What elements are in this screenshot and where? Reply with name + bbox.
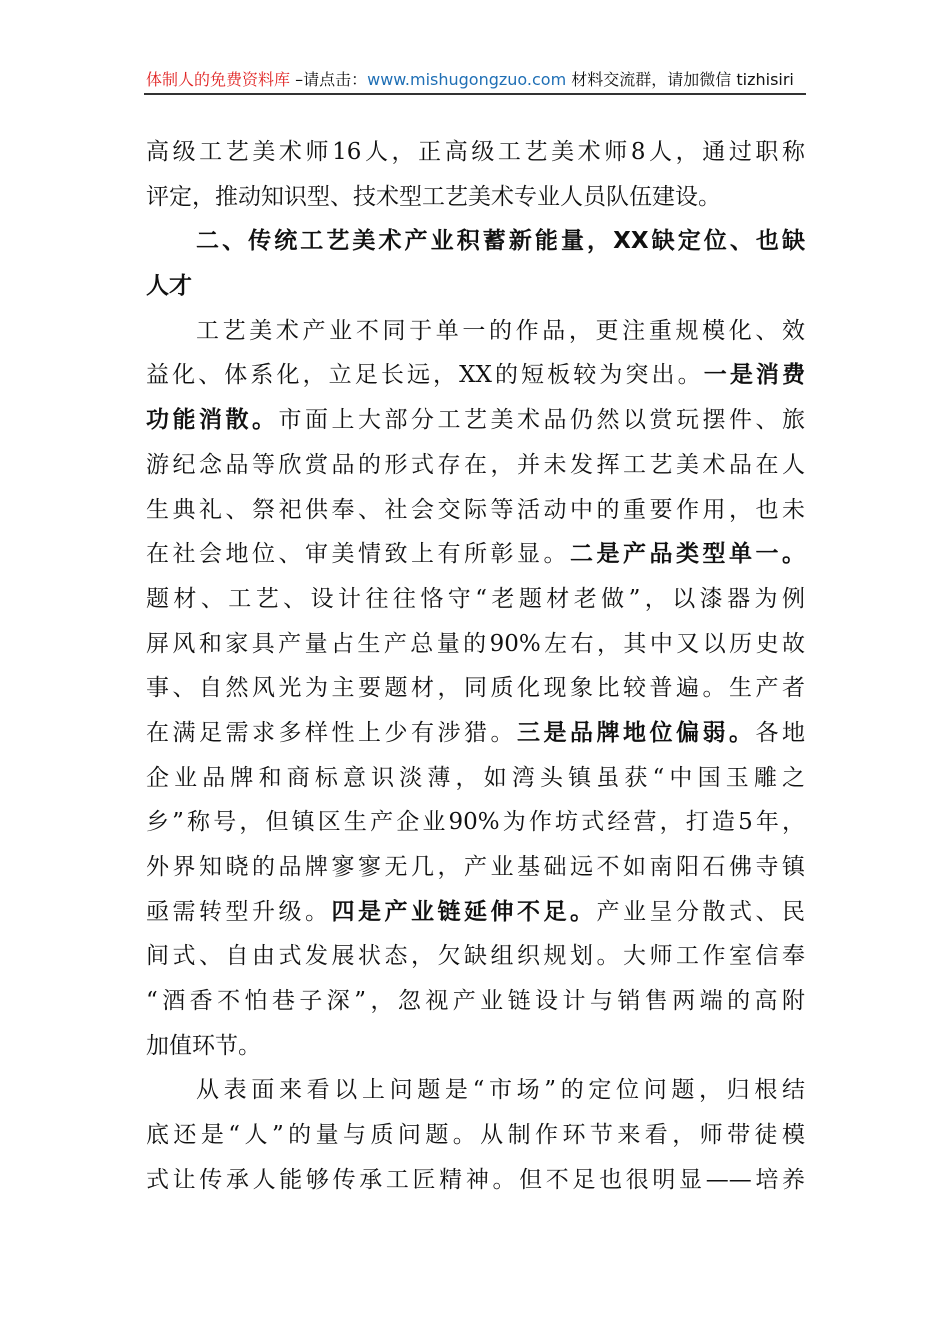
text-line — [146, 130, 805, 175]
text-line — [146, 532, 805, 577]
text-line — [146, 890, 805, 935]
text-segment: 在社会地位、审美情致上有所彰显。 — [146, 541, 570, 568]
text-line — [146, 934, 805, 979]
text-line — [146, 398, 805, 443]
text-segment: 从表面来看以上问题是“市场”的定位问题，归根结 — [196, 1077, 805, 1104]
text-line — [146, 622, 805, 667]
text-line — [146, 1158, 805, 1203]
bold-text: 一是消费 — [703, 362, 805, 389]
bold-text: 二是产品类型单一。 — [570, 541, 805, 568]
text-segment: 游纪念品等欣赏品的形式存在，并未发挥工艺美术品在人 — [146, 451, 805, 478]
text-segment: 外界知晓的品牌寥寥无几，产业基础远不如南阳石佛寺镇 — [146, 854, 805, 880]
text-line — [146, 711, 805, 756]
text-line — [146, 353, 805, 398]
text-line — [146, 845, 805, 890]
text-segment: 评定，推动知识型、技术型工艺美术专业人员队伍建设。 — [146, 183, 721, 210]
text-line — [146, 175, 805, 220]
document-body — [146, 130, 805, 1203]
text-segment: 屏风和家具产量占生产总量的90%左右，其中又以历史故 — [146, 630, 805, 657]
text-segment: 亟需转型升级。 — [146, 898, 332, 925]
text-line — [146, 309, 805, 354]
text-segment: 市面上大部分工艺美术品仍然以赏玩摆件、旅 — [278, 407, 805, 434]
header-tail: 材料交流群，请加微信 tizhisiri — [566, 70, 794, 89]
text-line — [146, 488, 805, 533]
text-line — [146, 264, 805, 309]
text-line — [146, 1068, 805, 1113]
header-brand: 体制人的免费资料库 — [146, 70, 291, 89]
text-segment: 底还是“人”的量与质问题。从制作环节来看，师带徒模 — [146, 1122, 805, 1149]
text-segment: 加值环节。 — [146, 1032, 261, 1059]
bold-text: 四是产业链延伸不足。 — [331, 898, 597, 925]
header-url-link[interactable]: www.mishugongzuo.com — [367, 70, 567, 89]
text-segment: 乡”称号，但镇区生产企业90%为作坊式经营，打造5年， — [146, 809, 805, 836]
bold-text: 人才 — [146, 273, 192, 300]
bold-text: 三是品牌地位偏弱。 — [517, 719, 756, 746]
text-line — [146, 756, 805, 801]
text-segment: 事、自然风光为主要题材，同质化现象比较普遍。生产者 — [146, 675, 805, 702]
text-segment: 生典礼、祭祀供奉、社会交际等活动中的重要作用，也未 — [146, 496, 805, 523]
text-line — [146, 219, 805, 264]
bold-text: 二、传统工艺美术产业积蓄新能量，XX缺定位、也缺 — [196, 228, 805, 255]
text-segment: “酒香不怕巷子深”，忽视产业链设计与销售两端的高附 — [146, 988, 805, 1015]
text-line — [146, 1024, 805, 1069]
text-segment: 在满足需求多样性上少有涉猎。 — [146, 719, 517, 746]
text-segment: 题材、工艺、设计往往恪守“老题材老做”，以漆器为例 — [146, 585, 805, 612]
text-line — [146, 800, 805, 845]
text-line — [146, 666, 805, 711]
text-segment: 企业品牌和商标意识淡薄，如湾头镇虽获“中国玉雕之 — [146, 764, 805, 791]
text-segment: 高级工艺美术师16人，正高级工艺美术师8人，通过职称 — [146, 139, 805, 165]
text-line — [146, 979, 805, 1024]
header-divider — [144, 93, 806, 95]
text-line — [146, 577, 805, 622]
text-segment: 产业呈分散式、民 — [596, 898, 805, 925]
text-segment: 工艺美术产业不同于单一的作品，更注重规模化、效 — [196, 317, 805, 344]
page-header — [146, 68, 806, 92]
text-segment: 间式、自由式发展状态，欠缺组织规划。大师工作室信奉 — [146, 943, 805, 970]
text-line — [146, 443, 805, 488]
bold-text: 功能消散。 — [146, 407, 279, 434]
text-segment: 益化、体系化，立足长远，XX的短板较为突出。 — [146, 362, 704, 389]
text-segment: 各地 — [755, 719, 805, 746]
header-prompt: –请点击： — [290, 70, 368, 89]
text-line — [146, 1113, 805, 1158]
text-segment: 式让传承人能够传承工匠精神。但不足也很明显——培养 — [146, 1166, 805, 1193]
